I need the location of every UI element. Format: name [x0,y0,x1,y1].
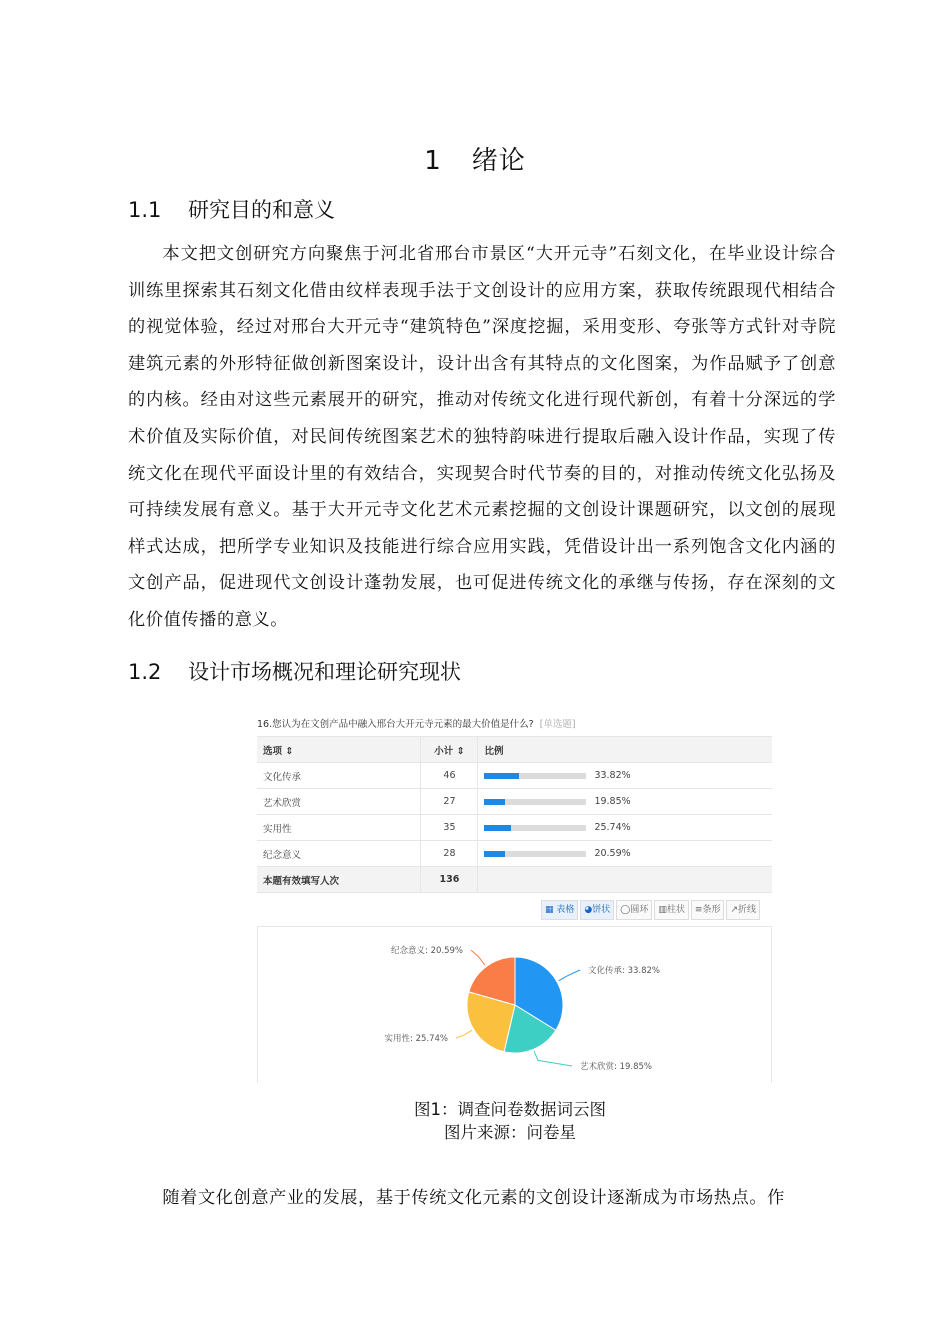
table-row [257,763,772,789]
ratio-bar-fill [484,799,504,805]
question-type-tag: [单选题] [539,719,576,730]
chapter-title-text: 绪论 [471,146,526,176]
table-row [257,841,772,867]
pie-data-label: 纪念意义: 20.59% [391,946,463,956]
ratio-cell [478,815,772,841]
count-cell: 27 [421,789,478,815]
count-cell: 35 [421,815,478,841]
section-number: 1.2 [128,660,162,684]
pie-leader-line [456,1030,472,1038]
percent-label: 25.74% [594,822,631,833]
chart-type-toolbar [541,900,760,920]
table-total-row [257,867,772,893]
ratio-bar-fill [484,825,510,831]
ratio-bar [484,825,586,831]
survey-table [257,736,772,893]
table-view-button[interactable]: ▦ 表格 [541,900,578,920]
table-row [257,815,772,841]
pie-data-label: 实用性: 25.74% [384,1034,448,1044]
ratio-bar-fill [484,773,518,779]
ratio-bar [484,799,586,805]
chapter-number: 1 [424,146,442,176]
total-label: 本题有效填写人次 [257,867,421,893]
header-ratio: 比例 [478,737,772,763]
option-cell: 文化传承 [257,763,421,789]
line-view-button[interactable]: ↗折线 [726,900,760,920]
survey-question [257,714,772,736]
pie-leader-line [559,970,580,981]
body-paragraph-1: 本文把文创研究方向聚焦于河北省邢台市景区“大开元寺”石刻文化，在毕业设计综合训练里探索其石刻文化借由纹样表现手法于文创设计的应用方案，获取传统跟现代相结合的视觉体验，经过对邢台大开元寺“建筑特色”深度挖掘，采用变形、夸张等方式针对寺院建筑元素的外形特征做创新图案设计，设计出含有其特点的文化图案，为作品赋予了创意的内核。经由对这些元素展开的研究，推动对传统文化进行现代新创，有着十分深远的学术价值及实际价值，对民间传统图案艺术的独特韵味进行提取后融入设计作品，实现了传统文化在现代平面设计里的有效结合，实现契合时代节奏的目的，对推动传统文化弘扬及可持续发展有意义。基于大开元寺文化艺术元素挖掘的文创设计课题研究，以文创的展现样式达成，把所学专业知识及技能进行综合应用实践，凭借设计出一系列饱含文化内涵的文创产品，促进现代文创设计蓬勃发展，也可促进传统文化的承继与传扬，存在深刻的文化价值传播的意义。 [128,244,836,630]
bar-view-button[interactable]: ≡条形 [691,900,725,920]
ratio-bar [484,851,586,857]
percent-label: 20.59% [594,848,631,859]
percent-label: 19.85% [594,796,631,807]
header-option[interactable]: 选项 ⇕ [257,737,421,763]
body-paragraph-2: 随着文化创意产业的发展，基于传统文化元素的文创设计逐渐成为市场热点。作 [162,1188,785,1208]
question-text: 16.您认为在文创产品中融入邢台大开元寺元素的最大价值是什么? [257,719,534,730]
table-header-row [257,737,772,763]
donut-view-button[interactable]: ◯圆环 [616,900,652,920]
survey-figure [257,714,772,1072]
option-cell: 艺术欣赏 [257,789,421,815]
pie-leader-line [471,950,485,965]
header-count[interactable]: 小计 ⇕ [421,737,478,763]
total-count: 136 [421,867,478,893]
pie-chart [258,927,771,1083]
pie-view-button[interactable]: ◕饼状 [580,900,614,920]
section-title-text: 研究目的和意义 [188,198,335,222]
pie-data-label: 艺术欣赏: 19.85% [580,1062,652,1072]
ratio-cell [478,763,772,789]
count-cell: 46 [421,763,478,789]
pie-leader-line [534,1051,572,1066]
percent-label: 33.82% [594,770,631,781]
total-empty-cell [478,867,772,893]
option-cell: 实用性 [257,815,421,841]
count-cell: 28 [421,841,478,867]
figure-caption: 图1：调查问卷数据词云图 [414,1100,606,1119]
pie-chart-box [257,926,772,1083]
ratio-bar-fill [484,851,505,857]
section-title-text: 设计市场概况和理论研究现状 [188,660,461,684]
column-view-button[interactable]: ▥柱状 [654,900,689,920]
section-heading-1-1 [128,194,335,224]
section-number: 1.1 [128,198,162,222]
section-heading-1-2 [128,656,461,686]
table-row [257,789,772,815]
ratio-cell [478,841,772,867]
ratio-bar [484,773,586,779]
ratio-cell [478,789,772,815]
chapter-title [0,140,950,177]
figure-source: 图片来源：问卷星 [444,1123,576,1142]
option-cell: 纪念意义 [257,841,421,867]
pie-data-label: 文化传承: 33.82% [588,966,660,976]
